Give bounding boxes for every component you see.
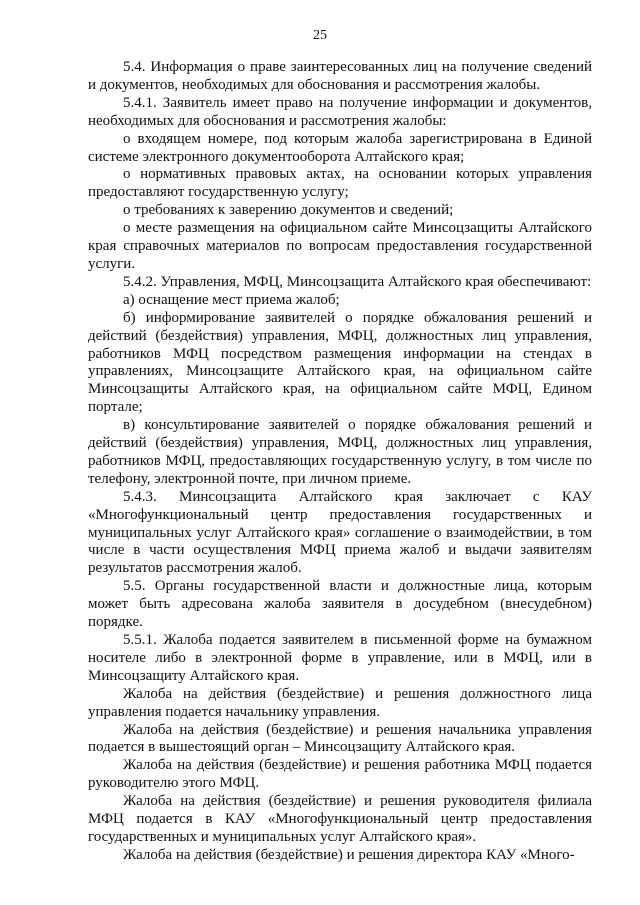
paragraph-5-4: 5.4. Информация о праве заинтересованных лиц на получение сведений и документов, необходимых для обоснования и рассмотрения жалобы. (88, 59, 592, 93)
paragraph-complaint-official: Жалоба на действия (бездействие) и решения должностного лица управления подается начальнику управления. (88, 685, 592, 720)
paragraph-complaint-mfc-worker: Жалоба на действия (бездействие) и решения работника МФЦ подается руководителю этого МФЦ. (88, 757, 592, 792)
paragraph-5-4-2: 5.4.2. Управления, МФЦ, Минсоцзащита Алтайского края обеспечивают: (123, 273, 592, 290)
paragraph-legal-acts: о нормативных правовых актах, на основании которых управления предоставляют государственную услугу; (88, 166, 592, 201)
paragraph-complaint-head: Жалоба на действия (бездействие) и решения начальника управления подается в вышестоящий орган – Минсоцзащиту Алтайского края. (88, 721, 592, 756)
paragraph-complaint-branch-head: Жалоба на действия (бездействие) и решения руководителя филиала МФЦ подается в КАУ «Многофункциональный центр предоставления государственных и муниципальных услуг Алтайского края». (88, 793, 592, 845)
paragraph-item-b: б) информирование заявителей о порядке обжалования решений и действий (бездействия) управления, МФЦ, должностных лиц управления, работников МФЦ посредством размещения информации на стендах в управлениях, Минсоцзащите Алтайского края, на официальном сайте Минсоцзащиты Алтайского края, на официальном сайте МФЦ, Едином портале; (88, 309, 592, 416)
page-number: 25 (313, 28, 327, 43)
document-body (88, 59, 592, 865)
paragraph-5-5: 5.5. Органы государственной власти и должностные лица, которым может быть адресована жалоба заявителя в досудебном (внесудебном) порядке. (88, 578, 592, 631)
paragraph-5-4-3: 5.4.3. Минсоцзащита Алтайского края заключает с КАУ «Многофункциональный центр предоставления государственных и муниципальных услуг Алтайского края» соглашение о взаимодействии, в том числе в части осуществления МФЦ приема жалоб и выдачи заявителям результатов рассмотрения жалоб. (88, 488, 592, 577)
paragraph-item-v: в) консультирование заявителей о порядке обжалования решений и действий (бездействия) управления, МФЦ, должностных лиц управления, работников МФЦ, предоставляющих государственную услугу, в том числе по телефону, электронной почте, при личном приеме. (88, 417, 592, 487)
paragraph-5-4-1: 5.4.1. Заявитель имеет право на получение информации и документов, необходимых для обоснования и рассмотрения жалобы: (88, 94, 592, 129)
paragraph-item-a: а) оснащение мест приема жалоб; (123, 291, 340, 308)
paragraph-5-5-1: 5.5.1. Жалоба подается заявителем в письменной форме на бумажном носителе либо в электронной форме в управление, или в МФЦ, или в Минсоцзащиту Алтайского края. (88, 632, 592, 684)
paragraph-incoming-number: о входящем номере, под которым жалоба зарегистрирована в Единой системе электронного документооборота Алтайского края; (88, 130, 592, 165)
paragraph-website-materials: о месте размещения на официальном сайте Минсоцзащиты Алтайского края справочных материалов по вопросам предоставления государственной услуги. (88, 220, 592, 272)
paragraph-complaint-director: Жалоба на действия (бездействие) и решения директора КАУ «Много- (123, 846, 575, 863)
paragraph-certification: о требованиях к заверению документов и сведений; (123, 202, 454, 219)
